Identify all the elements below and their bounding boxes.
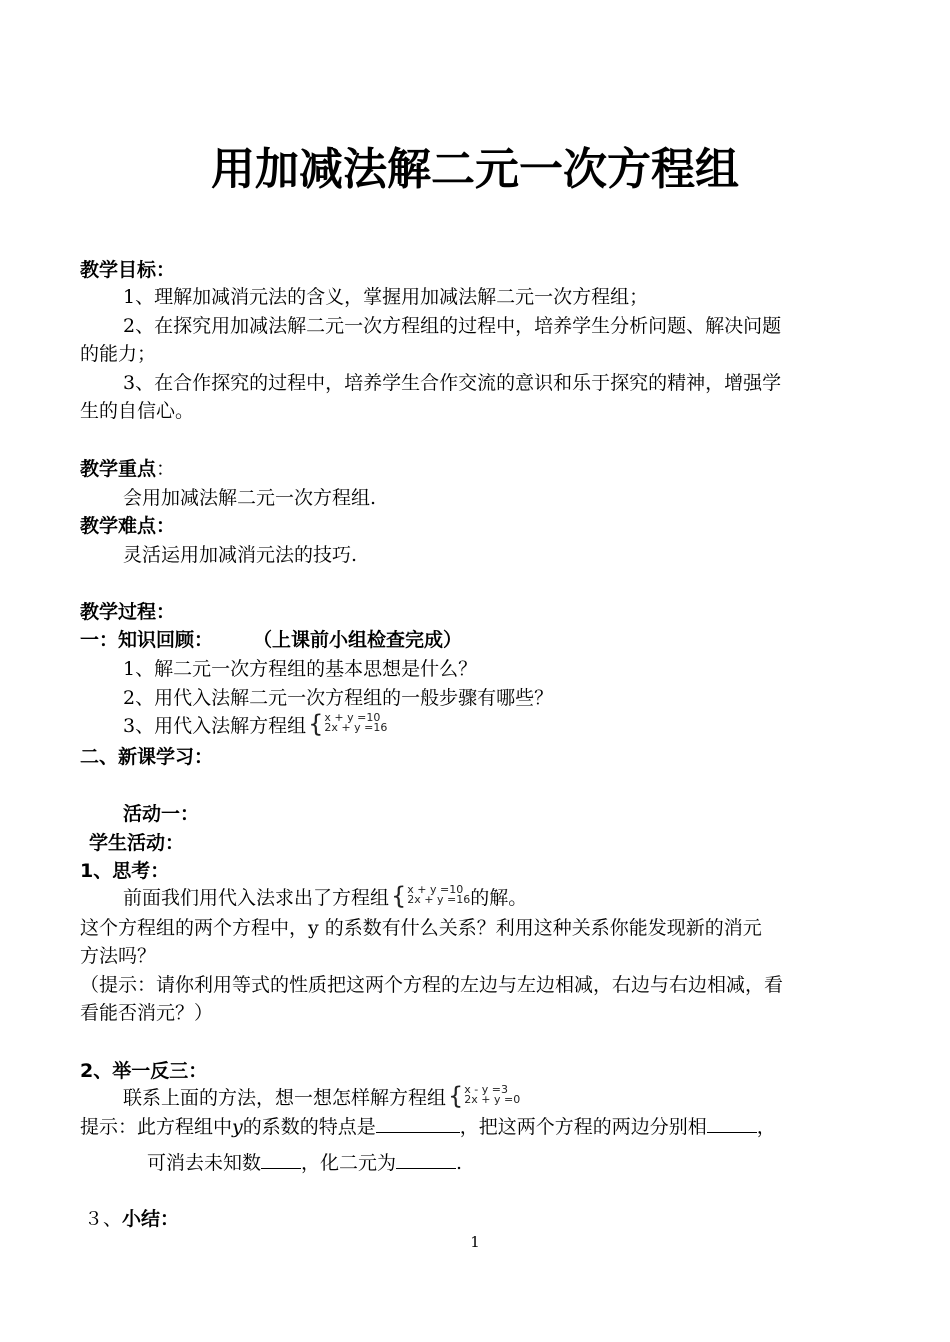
objective-3-line-2: 生的自信心。 (80, 400, 195, 422)
practice-line-2-text-2: ，化二元为 (301, 1152, 397, 1174)
fill-blank-2[interactable] (707, 1114, 757, 1133)
fill-blank-1[interactable] (376, 1114, 460, 1133)
system3-equation-1: x - y =3 (464, 1083, 508, 1096)
practice-hint-text-4: ， (756, 1116, 776, 1138)
left-brace-icon: { (448, 1082, 464, 1110)
practice-hint-text-2: 的系数的特点是 (242, 1116, 376, 1138)
left-brace-icon: { (391, 882, 407, 910)
process-heading: 教学过程： (80, 601, 176, 623)
equation-system-1 (308, 710, 388, 741)
system1-equation-1: x + y =10 (324, 711, 381, 724)
fill-blank-4[interactable] (396, 1150, 456, 1169)
summary-title: 小结： (122, 1208, 180, 1230)
practice-hint-text-1: 提示：此方程组中 (80, 1116, 233, 1138)
hint-line-2: 看能否消元？） (80, 1002, 214, 1024)
practice-line-1-text: 联系上面的方法，想一想怎样解方程组 (123, 1087, 447, 1109)
system3-equation-2: 2x + y =0 (464, 1093, 521, 1106)
equation-system-3 (448, 1082, 521, 1113)
left-brace-icon: { (308, 710, 324, 738)
objective-2-line-2: 的能力； (80, 343, 157, 365)
practice-line-2-text-1: 可消去未知数 (147, 1152, 262, 1174)
practice-line-2-text-3: . (456, 1152, 463, 1174)
system2-equation-2: 2x + y =16 (407, 893, 471, 906)
practice-line-2 (147, 1149, 462, 1177)
think-line-1-text: 前面我们用代入法求出了方程组 (123, 887, 390, 909)
objective-1: 1、理解加减消元法的含义，掌握用加减法解二元一次方程组； (123, 286, 649, 308)
objectives-heading: 教学目标： (80, 259, 176, 281)
hint-line-1: （提示：请你利用等式的性质把这两个方程的左边与左边相减，右边与右边相减，看 (80, 974, 784, 996)
practice-hint-line (80, 1113, 776, 1141)
key-point-heading (80, 455, 175, 483)
review-question-3-text: 3、用代入法解方程组 (123, 715, 307, 737)
system2-equation-1: x + y =10 (407, 883, 464, 896)
document-title: 用加减法解二元一次方程组 (211, 144, 739, 195)
difficulty-heading: 教学难点： (80, 515, 176, 537)
review-title: 一：知识回顾： (80, 629, 214, 651)
think-line-3: 方法吗？ (80, 945, 157, 967)
review-question-3 (123, 712, 387, 741)
practice-hint-variable: y (232, 1116, 243, 1138)
practice-line-1 (123, 1084, 520, 1113)
review-question-1: 1、解二元一次方程组的基本思想是什么？ (123, 658, 478, 680)
fill-blank-3[interactable] (261, 1150, 301, 1169)
think-line-1 (123, 884, 527, 913)
think-line-2: 这个方程组的两个方程中，y 的系数有什么关系？利用这种关系你能发现新的消元 (80, 917, 762, 939)
objective-2-line-1: 2、在探究用加减法解二元一次方程组的过程中，培养学生分析问题、解决问题 (123, 315, 782, 337)
summary-heading (84, 1205, 179, 1233)
student-activity-heading: 学生活动： (89, 832, 185, 854)
think-line-1-end: 的解。 (470, 887, 528, 909)
review-heading (80, 626, 462, 654)
practice-hint-text-3: ，把这两个方程的两边分别相 (459, 1116, 707, 1138)
key-point-colon: ： (156, 458, 176, 480)
page-number: 1 (470, 1233, 480, 1251)
think-heading: 1、思考： (80, 860, 170, 882)
new-lesson-heading: 二、新课学习： (80, 746, 214, 768)
key-point-label: 教学重点 (80, 458, 157, 480)
objective-3-line-1: 3、在合作探究的过程中，培养学生合作交流的意识和乐于探究的精神，增强学 (123, 372, 782, 394)
practice-heading: 2、举一反三： (80, 1060, 208, 1082)
review-note: （上课前小组检查完成） (253, 629, 463, 651)
activity-1-heading: 活动一： (123, 803, 200, 825)
equation-system-2 (391, 882, 471, 913)
difficulty-text: 灵活运用加减消元法的技巧. (123, 544, 358, 566)
system1-equation-2: 2x + y =16 (324, 721, 388, 734)
key-point-text: 会用加减法解二元一次方程组. (123, 487, 377, 509)
review-question-2: 2、用代入法解二元一次方程组的一般步骤有哪些？ (123, 687, 554, 709)
summary-number: ３、 (84, 1208, 123, 1230)
